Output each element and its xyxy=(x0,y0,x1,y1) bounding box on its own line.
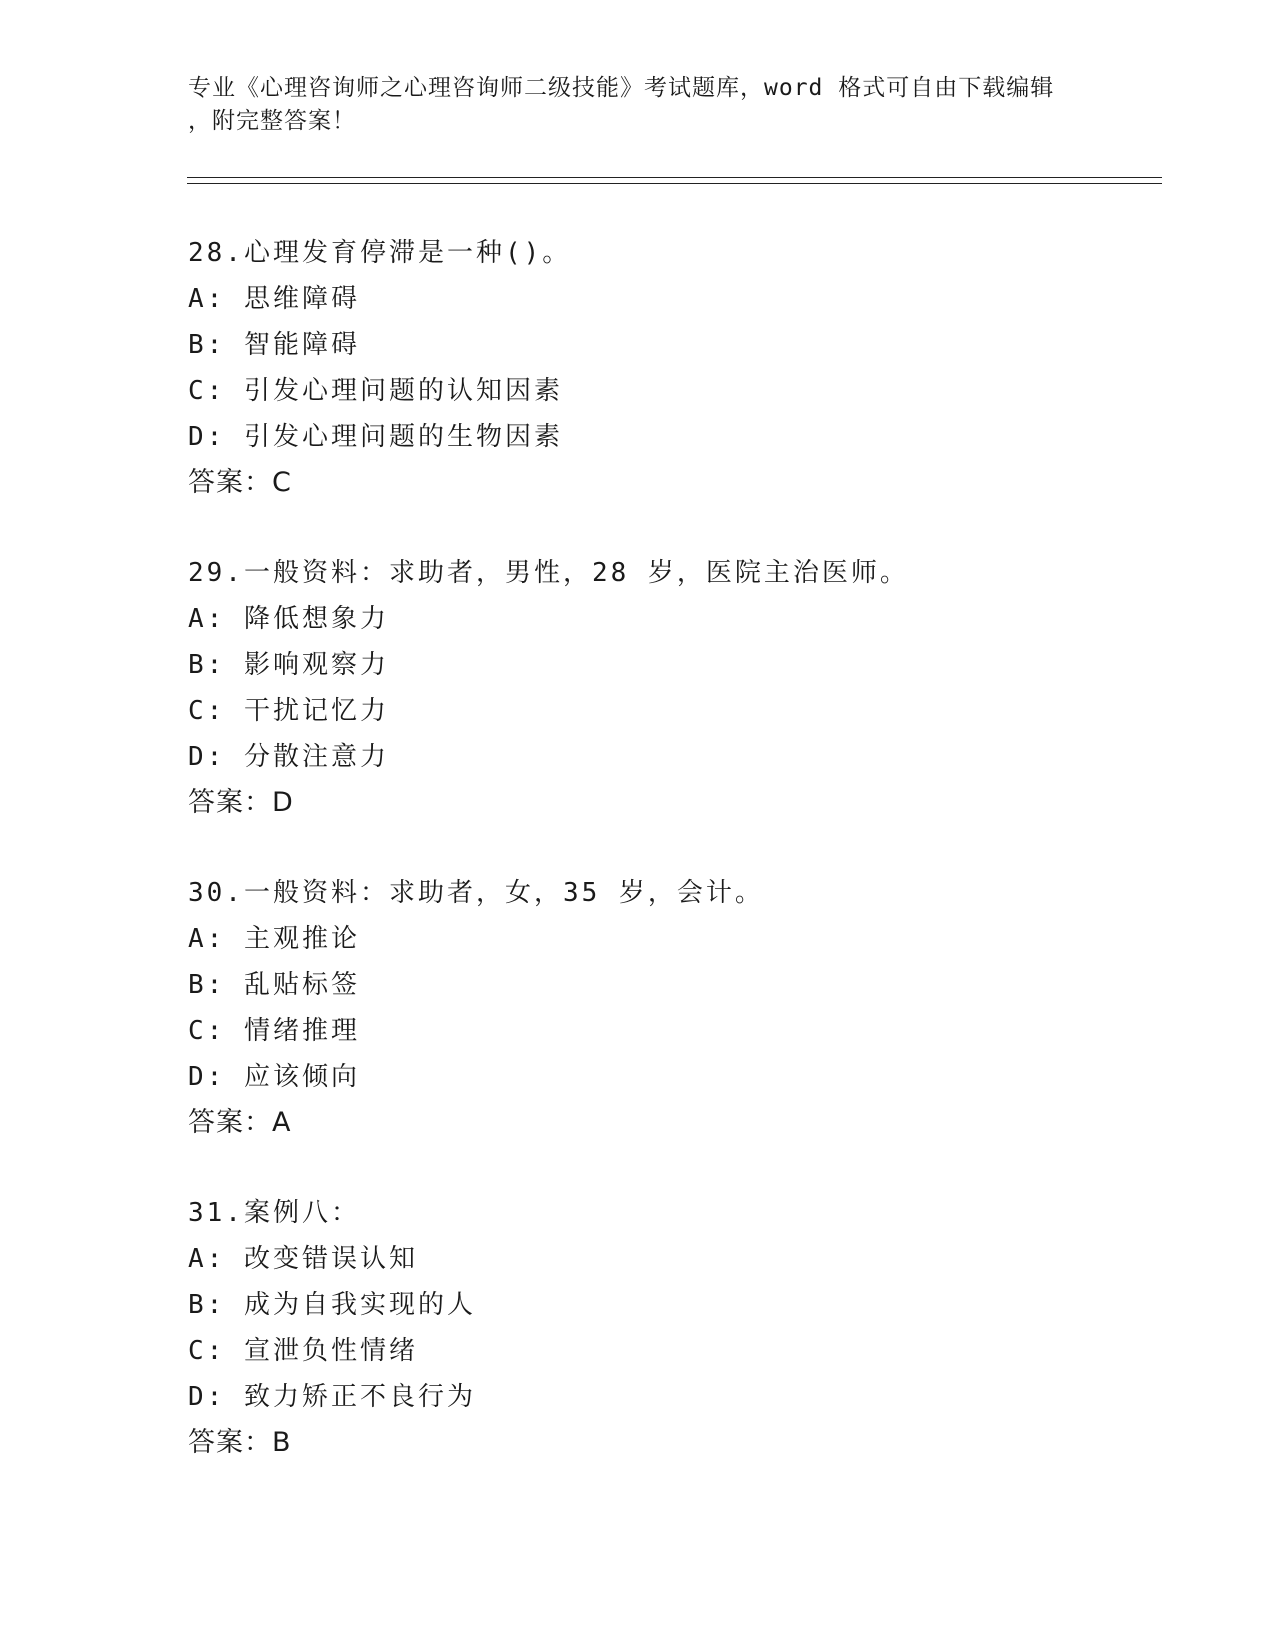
question-stem: 31.案例八： xyxy=(188,1198,360,1228)
option-d: D: 致力矫正不良行为 xyxy=(188,1382,476,1412)
option-c: C: 情绪推理 xyxy=(188,1016,360,1046)
question-28 xyxy=(188,230,1148,506)
option-c: C: 干扰记忆力 xyxy=(188,696,389,726)
option-b: B: 智能障碍 xyxy=(188,330,360,360)
question-30 xyxy=(188,870,1148,1146)
header-rule-top xyxy=(187,177,1162,178)
question-29 xyxy=(188,550,1148,826)
option-a: A: 改变错误认知 xyxy=(188,1244,418,1274)
option-b: B: 乱贴标签 xyxy=(188,970,360,1000)
question-stem: 28.心理发育停滞是一种()。 xyxy=(188,238,572,268)
answer: 答案：C xyxy=(188,467,292,498)
option-b: B: 影响观察力 xyxy=(188,650,389,680)
answer: 答案：D xyxy=(188,787,294,818)
option-a: A: 降低想象力 xyxy=(188,604,389,634)
document-header xyxy=(188,72,1088,138)
option-a: A: 思维障碍 xyxy=(188,284,360,314)
header-line-1: 专业《心理咨询师之心理咨询师二级技能》考试题库，word 格式可自由下载编辑 xyxy=(188,75,1055,101)
option-b: B: 成为自我实现的人 xyxy=(188,1290,476,1320)
option-c: C: 引发心理问题的认知因素 xyxy=(188,376,563,406)
option-d: D: 应该倾向 xyxy=(188,1062,360,1092)
header-rule-bottom xyxy=(187,183,1162,184)
option-c: C: 宣泄负性情绪 xyxy=(188,1336,418,1366)
question-31 xyxy=(188,1190,1148,1466)
option-d: D: 分散注意力 xyxy=(188,742,389,772)
answer: 答案：A xyxy=(188,1107,292,1138)
answer: 答案：B xyxy=(188,1427,292,1458)
header-line-2: ，附完整答案！ xyxy=(188,108,356,134)
question-stem: 30.一般资料：求助者，女，35 岁，会计。 xyxy=(188,878,764,908)
option-a: A: 主观推论 xyxy=(188,924,360,954)
question-stem: 29.一般资料：求助者，男性，28 岁，医院主治医师。 xyxy=(188,558,909,588)
option-d: D: 引发心理问题的生物因素 xyxy=(188,422,563,452)
